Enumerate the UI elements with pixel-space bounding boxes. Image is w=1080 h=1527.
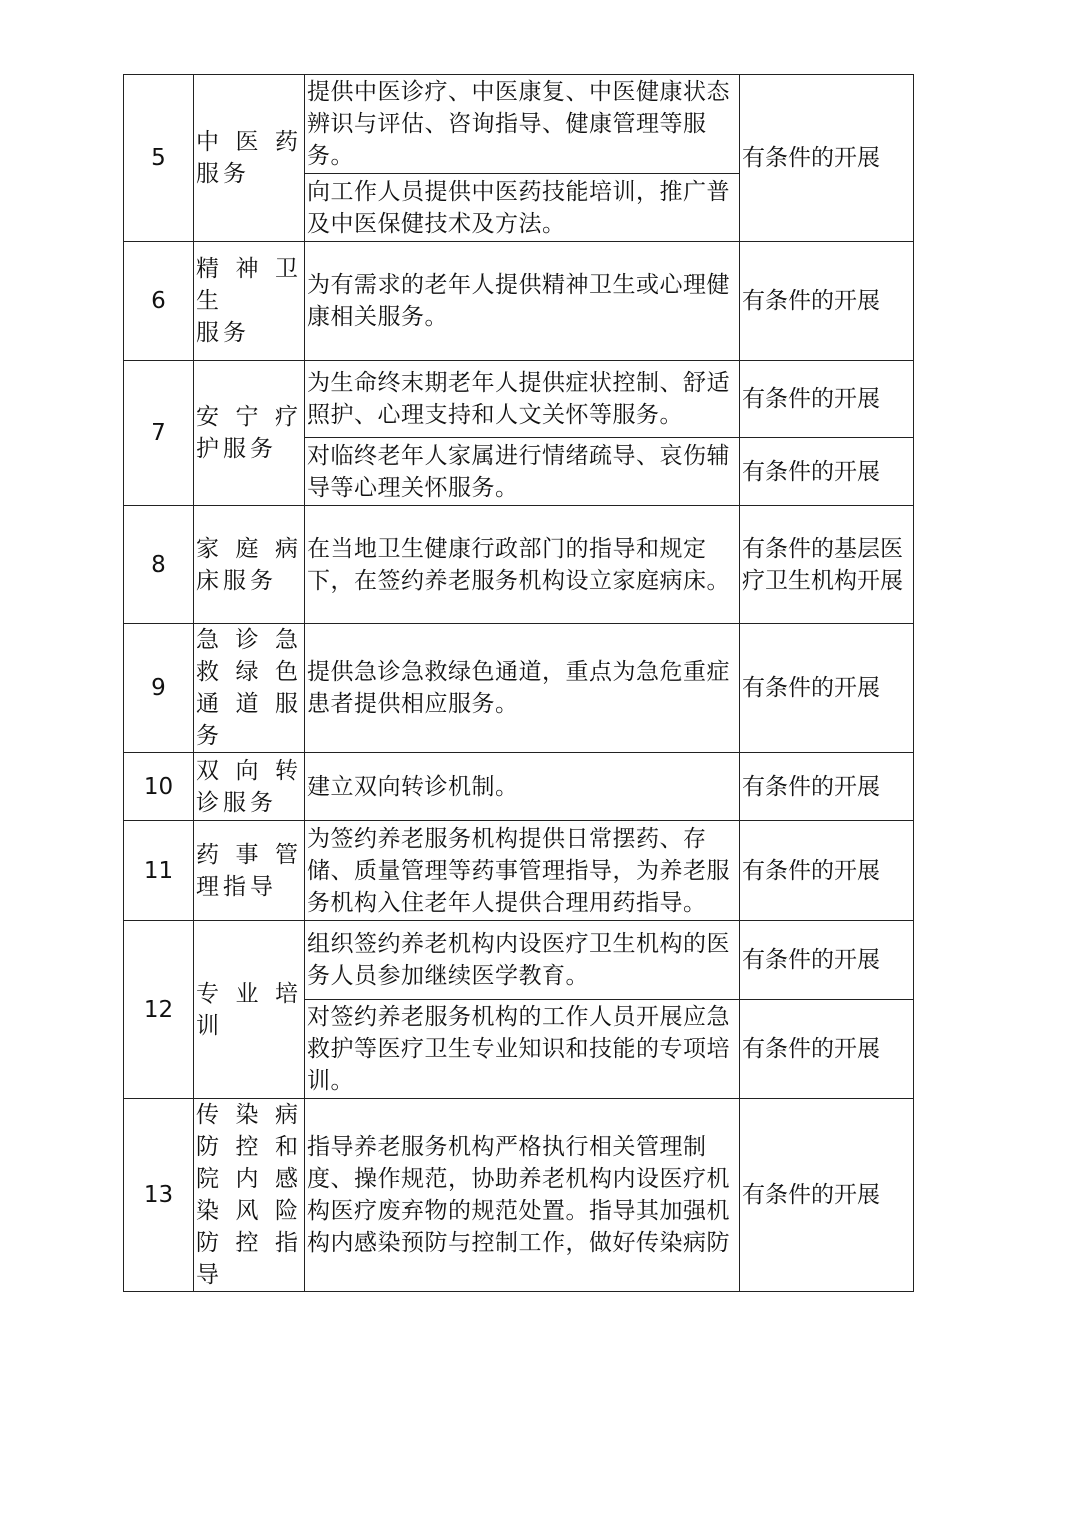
row-number: 9	[124, 624, 194, 753]
row-number: 11	[124, 821, 194, 921]
service-name-line: 服务	[196, 320, 250, 346]
service-content: 建立双向转诊机制。	[305, 753, 740, 821]
service-content: 组织签约养老机构内设医疗卫生机构的医务人员参加继续医学教育。	[305, 921, 740, 1000]
row-number: 7	[124, 361, 194, 506]
table-row	[124, 242, 914, 361]
service-content: 向工作人员提供中医药技能培训，推广普及中医保健技术及方法。	[305, 174, 740, 242]
service-content: 提供中医诊疗、中医康复、中医健康状态辨识与评估、咨询指导、健康管理等服务。	[305, 75, 740, 174]
table-row	[124, 821, 914, 921]
service-name: 家庭病床服务	[194, 506, 305, 624]
service-status: 有条件的开展	[740, 624, 914, 753]
service-table	[123, 74, 914, 1292]
service-content: 为签约养老服务机构提供日常摆药、存储、质量管理等药事管理指导，为养老服务机构入住老年人提供合理用药指导。	[305, 821, 740, 921]
service-content: 指导养老服务机构严格执行相关管理制度、操作规范，协助养老机构内设医疗机构医疗废弃物的规范处置。指导其加强机构内感染预防与控制工作，做好传染病防	[305, 1099, 740, 1292]
row-number: 12	[124, 921, 194, 1099]
service-status: 有条件的开展	[740, 75, 914, 242]
service-status: 有条件的开展	[740, 438, 914, 506]
table-row	[124, 361, 914, 438]
service-content: 提供急诊急救绿色通道，重点为急危重症患者提供相应服务。	[305, 624, 740, 753]
table-row	[124, 506, 914, 624]
row-number: 13	[124, 1099, 194, 1292]
service-name: 专业培训	[194, 921, 305, 1099]
table-row	[124, 75, 914, 174]
service-status: 有条件的开展	[740, 242, 914, 361]
service-name: 双向转诊服务	[194, 753, 305, 821]
service-status: 有条件的开展	[740, 921, 914, 1000]
service-status: 有条件的开展	[740, 753, 914, 821]
service-name: 安宁疗护服务	[194, 361, 305, 506]
row-number: 6	[124, 242, 194, 361]
service-content: 对临终老年人家属进行情绪疏导、哀伤辅导等心理关怀服务。	[305, 438, 740, 506]
table-row	[124, 1099, 914, 1292]
table-row	[124, 753, 914, 821]
service-content: 为生命终末期老年人提供症状控制、舒适照护、心理支持和人文关怀等服务。	[305, 361, 740, 438]
service-status: 有条件的开展	[740, 821, 914, 921]
row-number: 10	[124, 753, 194, 821]
service-status: 有条件的开展	[740, 1099, 914, 1292]
service-content: 对签约养老服务机构的工作人员开展应急救护等医疗卫生专业知识和技能的专项培训。	[305, 1000, 740, 1099]
service-name	[194, 242, 305, 361]
service-name: 药事管理指导	[194, 821, 305, 921]
table-row	[124, 921, 914, 1000]
table-row	[124, 624, 914, 753]
service-name-line: 精神卫生	[196, 256, 302, 314]
service-content: 为有需求的老年人提供精神卫生或心理健康相关服务。	[305, 242, 740, 361]
row-number: 5	[124, 75, 194, 242]
service-content-line: 在当地卫生健康行政部门的指导和规定	[307, 535, 707, 562]
service-name: 中医药服务	[194, 75, 305, 242]
service-status: 有条件的开展	[740, 361, 914, 438]
service-name: 传染病防控和院内感染风险防控指导	[194, 1099, 305, 1292]
service-content	[305, 506, 740, 624]
row-number: 8	[124, 506, 194, 624]
service-content-line: 下，在签约养老服务机构设立家庭病床。	[307, 567, 730, 594]
service-status: 有条件的开展	[740, 1000, 914, 1099]
service-status: 有条件的基层医疗卫生机构开展	[740, 506, 914, 624]
service-name: 急诊急救绿色通道服务	[194, 624, 305, 753]
